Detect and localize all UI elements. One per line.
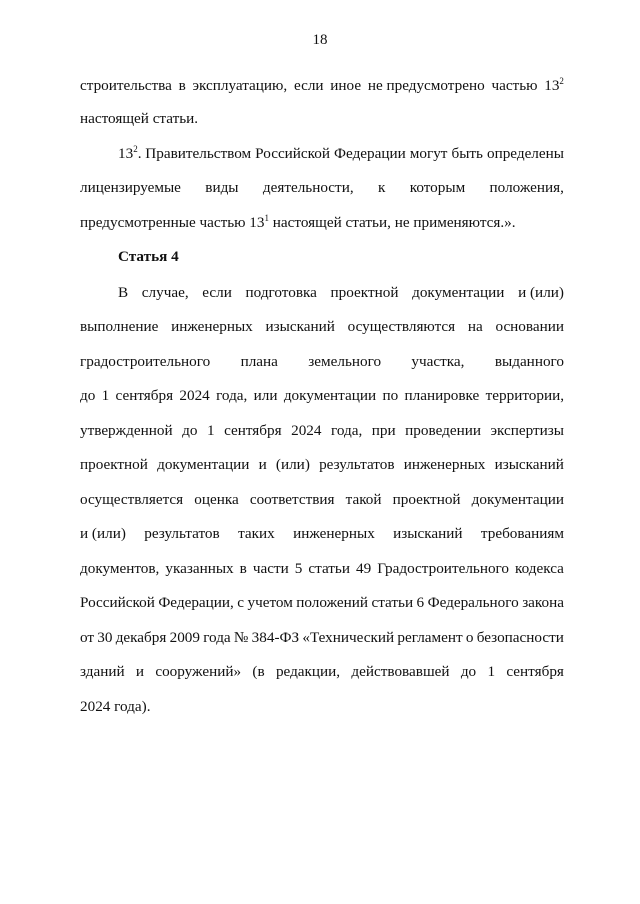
word: инженерных (171, 318, 253, 336)
word: могут (409, 145, 448, 162)
word: документации (412, 284, 505, 301)
word: такой (345, 490, 382, 508)
word: проведении (405, 421, 481, 439)
word: изысканий (494, 456, 564, 474)
word: декабря (115, 628, 167, 646)
word: требованиям (480, 525, 564, 543)
word: и (или) (80, 525, 126, 543)
word: и (или) (518, 284, 564, 301)
word: основании (495, 318, 564, 336)
word: В (118, 284, 129, 301)
word: 2024 (179, 387, 210, 405)
word: 1 (101, 387, 110, 405)
article-line (80, 559, 564, 579)
paragraph-line: настоящей статьи. (80, 110, 199, 127)
word: 30 (97, 628, 113, 646)
paragraph-line: 2024 года). (80, 698, 151, 715)
word: изысканий (265, 318, 335, 336)
word: планировке (404, 387, 480, 405)
word-with-superscript (118, 144, 251, 164)
word: соответствия (249, 490, 335, 508)
word: до (460, 663, 477, 680)
word: положений (296, 594, 369, 611)
word: и (135, 663, 145, 680)
word: проектной (392, 490, 461, 508)
word: земельного (308, 352, 382, 370)
word: быть (451, 145, 483, 162)
paragraph-line (80, 76, 564, 96)
word: до (182, 421, 198, 439)
word: участка, (411, 352, 465, 370)
article-line (80, 352, 564, 372)
word: осуществляются (347, 318, 456, 336)
word: зданий (80, 663, 125, 680)
word: (или) (275, 456, 310, 474)
paragraph-line (80, 213, 564, 233)
word: с (237, 594, 245, 611)
word: закона (522, 594, 564, 611)
word: 49 (356, 559, 372, 577)
word: определены (486, 145, 564, 162)
word: Российской (255, 145, 331, 162)
word: к (377, 179, 386, 196)
superscript: 1 (264, 213, 269, 223)
word: и (258, 456, 267, 474)
word: указанных (165, 559, 234, 577)
word: таких (238, 525, 275, 543)
word: оценка (194, 490, 239, 508)
article-line (80, 628, 564, 648)
word: Федерального (427, 594, 519, 611)
superscript: 2 (133, 144, 138, 154)
word: статьи (371, 594, 414, 611)
word: частью (491, 77, 538, 94)
word: кодекса (515, 559, 564, 577)
word: сентября (224, 421, 282, 439)
word: инженерных (293, 525, 375, 543)
word: сентября (506, 663, 564, 680)
word: утвержденной (80, 421, 173, 439)
word: 384-ФЗ (251, 628, 300, 646)
word: Российской (80, 594, 155, 611)
article-line (80, 490, 564, 510)
word: случае, (141, 284, 189, 301)
paragraph-line (118, 144, 564, 164)
word: выданного (494, 352, 564, 370)
word: Градостроительного (377, 559, 509, 577)
word: положения, (489, 179, 564, 196)
word: о (465, 628, 474, 646)
word: строительства (80, 77, 172, 94)
word: части (252, 559, 289, 577)
word: виды (205, 179, 239, 196)
word: 13 (118, 145, 134, 162)
word: Федерации (334, 145, 406, 162)
word: на (467, 318, 483, 336)
word: выполнение (80, 318, 159, 336)
word: . Правительством (137, 145, 252, 162)
word: статьи (308, 559, 350, 577)
word: Федерации, (158, 594, 234, 611)
word: безопасности (476, 628, 564, 646)
article-line (80, 455, 564, 475)
word: проектной (80, 456, 148, 474)
word: сооружений» (155, 663, 242, 680)
word: иное (330, 77, 362, 94)
word: территории, (485, 387, 564, 405)
word: № (233, 628, 249, 646)
word: 2024 (291, 421, 322, 439)
word: в (239, 559, 247, 577)
word: года (203, 628, 231, 646)
word: эксплуатацию, (192, 77, 288, 94)
word: 13 (544, 77, 560, 94)
word: которым (409, 179, 466, 196)
word-with-superscript (544, 76, 564, 96)
word: документации (471, 490, 564, 508)
word: учетом (247, 594, 293, 611)
word: действовавшей (351, 663, 450, 680)
word: в (178, 77, 186, 94)
article-line (80, 524, 564, 544)
line-text: предусмотренные частью 13 (80, 214, 265, 231)
word: или (253, 387, 278, 405)
article-heading: Статья 4 (118, 248, 179, 265)
word: если (293, 77, 324, 94)
word: 2009 (169, 628, 200, 646)
article-line (80, 317, 564, 337)
word: лицензируемые (80, 179, 181, 196)
superscript: 2 (559, 76, 564, 86)
word: от (80, 628, 95, 646)
word: 6 (416, 594, 425, 611)
article-line (80, 386, 564, 406)
word: если (202, 284, 232, 301)
paragraph-line (80, 178, 564, 198)
word: года, (216, 387, 248, 405)
article-line (118, 283, 564, 303)
line-text: настоящей статьи, не применяются.». (269, 214, 516, 231)
word: градостроительного (80, 352, 211, 370)
word: подготовка (245, 284, 317, 301)
word: (в (252, 663, 265, 680)
page-number: 18 (312, 32, 328, 48)
word: по (382, 387, 399, 405)
word: документов, (80, 559, 160, 577)
word: 1 (206, 421, 215, 439)
word: проектной (330, 284, 399, 301)
word: документации (157, 456, 250, 474)
word: результатов (319, 456, 395, 474)
article-line (80, 662, 564, 682)
word: документации (283, 387, 377, 405)
word: 5 (294, 559, 303, 577)
word: при (371, 421, 396, 439)
word: плана (240, 352, 278, 370)
word: «Технический (302, 628, 395, 646)
word: результатов (144, 525, 220, 543)
word: изысканий (393, 525, 463, 543)
word: регламент (397, 628, 463, 646)
word: экспертизы (490, 421, 564, 439)
article-line (80, 593, 564, 613)
word: сентября (115, 387, 174, 405)
word: не предусмотрено (367, 77, 485, 94)
word: редакции, (275, 663, 341, 680)
article-line (80, 421, 564, 441)
word: деятельности, (262, 179, 354, 196)
word: инженерных (403, 456, 486, 474)
word: осуществляется (80, 490, 184, 508)
word: 1 (487, 663, 496, 680)
word: года, (331, 421, 363, 439)
word: до (80, 387, 96, 405)
